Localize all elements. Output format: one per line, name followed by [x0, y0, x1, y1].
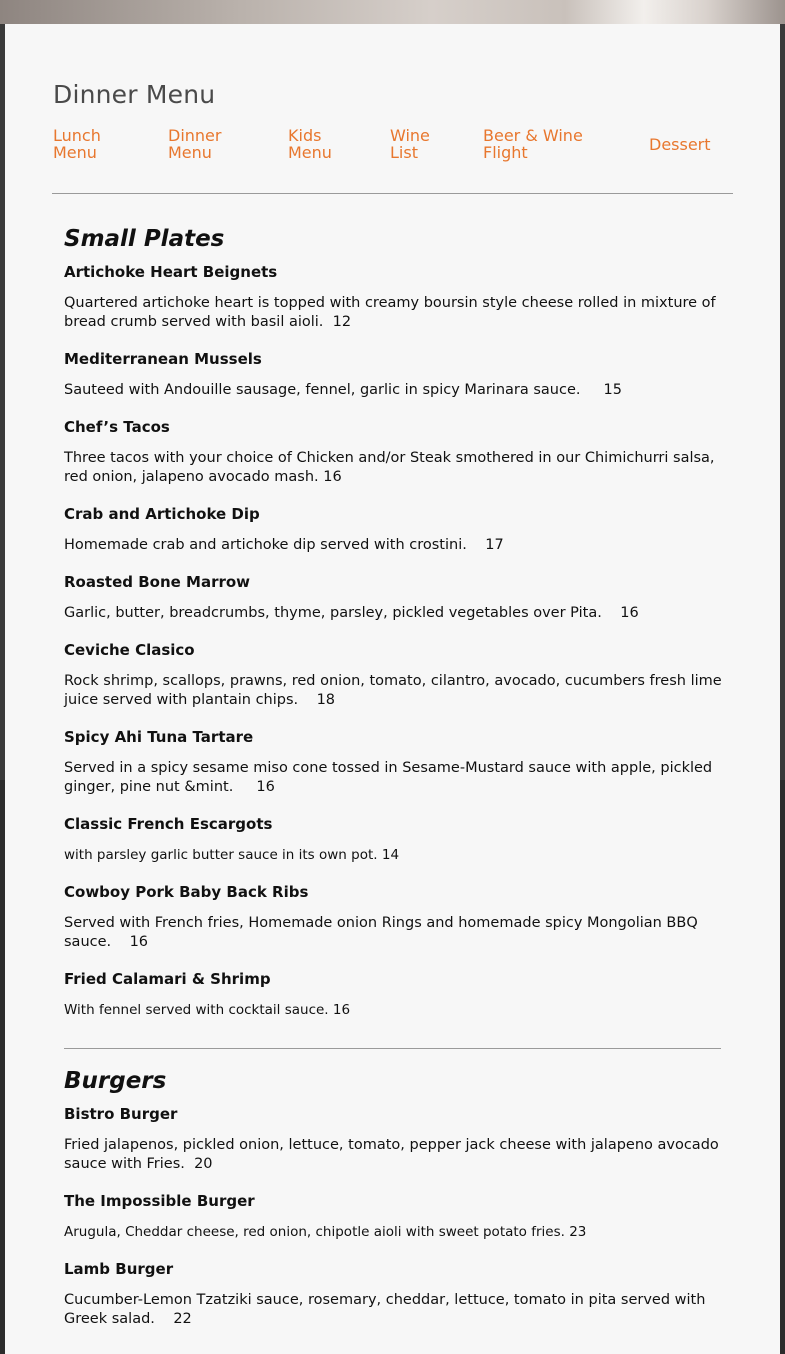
menu-item [64, 502, 724, 570]
menu-item [64, 880, 724, 967]
item-description: Fried jalapenos, pickled onion, lettuce, tomato, pepper jack cheese with jalapeno avocado sauce with Fries. 20 [64, 1137, 724, 1172]
section-small-plates [64, 224, 727, 1035]
item-description: With fennel served with cocktail sauce. 16 [64, 1002, 351, 1018]
item-name: Classic French Escargots [64, 815, 273, 833]
item-name: Roasted Bone Marrow [64, 573, 251, 591]
menu-item [64, 570, 724, 638]
nav-wine-list[interactable]: Wine List [390, 126, 430, 162]
nav-beer-wine-flight[interactable]: Beer & Wine Flight [483, 126, 583, 162]
item-description: Sauteed with Andouille sausage, fennel, garlic in spicy Marinara sauce. 15 [64, 382, 622, 398]
menu-item [64, 725, 724, 812]
item-name: Cowboy Pork Baby Back Ribs [64, 883, 309, 901]
menu-item [64, 1189, 724, 1257]
item-name: The Impossible Burger [64, 1192, 255, 1210]
menu-item [64, 812, 724, 880]
item-name: Crab and Artichoke Dip [64, 505, 260, 523]
menu-item [64, 1257, 724, 1344]
menu-nav [53, 127, 733, 167]
menu-item [64, 967, 724, 1035]
page-title: Dinner Menu [53, 80, 216, 109]
item-description: Homemade crab and artichoke dip served with crostini. 17 [64, 537, 504, 553]
section-title: Small Plates [64, 226, 225, 252]
menu-item [64, 638, 727, 725]
item-description: with parsley garlic butter sauce in its own pot. 14 [64, 847, 400, 863]
section-divider [64, 1048, 721, 1049]
item-name: Ceviche Clasico [64, 641, 195, 659]
menu-card [5, 24, 780, 1354]
item-description: Three tacos with your choice of Chicken and/or Steak smothered in our Chimichurri salsa, red onion, jalapeno avocado mash. 16 [64, 450, 720, 485]
item-description: Rock shrimp, scallops, prawns, red onion, tomato, cilantro, avocado, cucumbers fresh lime juice served with plantain chips. 18 [64, 673, 727, 708]
menu-item [64, 1102, 724, 1189]
item-description: Served in a spicy sesame miso cone tossed in Sesame-Mustard sauce with apple, pickled ginger, pine nut &mint. 16 [64, 760, 717, 795]
nav-divider [52, 193, 733, 194]
item-description: Served with French fries, Homemade onion Rings and homemade spicy Mongolian BBQ sauce. 16 [64, 915, 703, 950]
item-name: Fried Calamari & Shrimp [64, 970, 271, 988]
item-name: Mediterranean Mussels [64, 350, 262, 368]
item-description: Quartered artichoke heart is topped with creamy boursin style cheese rolled in mixture of bread crumb served with basil aioli. 12 [64, 295, 721, 330]
item-name: Lamb Burger [64, 1260, 174, 1278]
hero-image-strip [0, 0, 785, 24]
menu-item [64, 347, 724, 415]
nav-lunch-menu[interactable]: Lunch Menu [53, 126, 101, 162]
item-name: Bistro Burger [64, 1105, 178, 1123]
nav-kids-menu[interactable]: Kids Menu [288, 126, 332, 162]
item-name: Chef’s Tacos [64, 418, 170, 436]
item-description: Cucumber-Lemon Tzatziki sauce, rosemary, cheddar, lettuce, tomato in pita served with Greek salad. 22 [64, 1292, 711, 1327]
menu-content [64, 224, 727, 1344]
item-description: Arugula, Cheddar cheese, red onion, chipotle aioli with sweet potato fries. 23 [64, 1224, 587, 1240]
nav-dessert[interactable]: Dessert [649, 135, 711, 154]
section-title: Burgers [64, 1068, 167, 1094]
menu-item [64, 415, 724, 502]
section-burgers [64, 1066, 724, 1344]
nav-dinner-menu[interactable]: Dinner Menu [168, 126, 222, 162]
item-description: Garlic, butter, breadcrumbs, thyme, parsley, pickled vegetables over Pita. 16 [64, 605, 639, 621]
menu-item [64, 260, 724, 347]
item-name: Spicy Ahi Tuna Tartare [64, 728, 254, 746]
item-name: Artichoke Heart Beignets [64, 263, 278, 281]
